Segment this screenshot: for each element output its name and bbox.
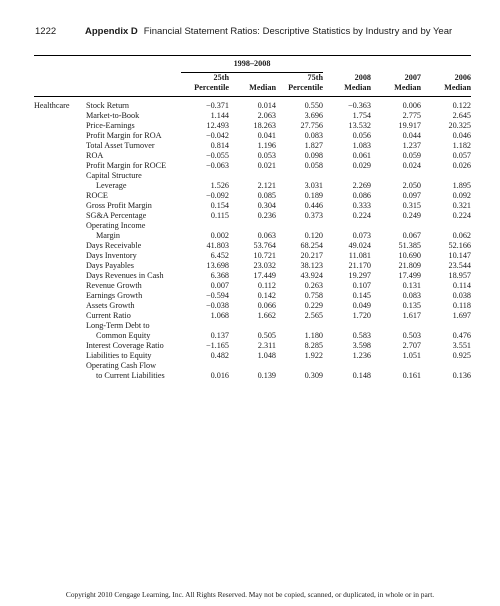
- value-cell: 43.924: [300, 271, 323, 280]
- value-cell: 2.565: [304, 311, 323, 320]
- value-cell: 0.476: [452, 331, 471, 340]
- value-cell: 0.062: [452, 231, 471, 240]
- table-row: [34, 211, 471, 221]
- value-cell: 0.057: [452, 151, 471, 160]
- value-cell: 0.038: [452, 291, 471, 300]
- value-cell: 1.083: [352, 141, 371, 150]
- industry-cell: [34, 181, 86, 191]
- value-cell: 0.137: [210, 331, 229, 340]
- industry-cell: [34, 301, 86, 311]
- value-cell: 0.229: [304, 301, 323, 310]
- value-cell: [181, 321, 229, 331]
- value-cell: 1.895: [452, 181, 471, 190]
- industry-label: Healthcare: [34, 101, 70, 110]
- industry-cell: [34, 241, 86, 251]
- value-cell: 0.115: [210, 211, 229, 220]
- industry-cell: [34, 141, 86, 151]
- value-cell: 0.085: [257, 191, 276, 200]
- value-cell: 0.309: [304, 371, 323, 380]
- value-cell: 2.707: [402, 341, 421, 350]
- value-cell: 0.049: [352, 301, 371, 310]
- value-cell: 0.139: [257, 371, 276, 380]
- value-cell: 0.142: [257, 291, 276, 300]
- value-cell: [229, 221, 276, 231]
- value-cell: 0.120: [304, 231, 323, 240]
- value-cell: 0.046: [452, 131, 471, 140]
- value-cell: 0.333: [352, 201, 371, 210]
- table-row: [34, 191, 471, 201]
- value-cell: 0.041: [257, 131, 276, 140]
- value-cell: 51.385: [398, 241, 421, 250]
- table-row: [34, 281, 471, 291]
- ratio-label: Profit Margin for ROA: [86, 131, 162, 140]
- period-header-row: [34, 56, 471, 73]
- ratio-label: Interest Coverage Ratio: [86, 341, 164, 350]
- ratio-label: Days Receivable: [86, 241, 142, 250]
- value-cell: 10.147: [448, 251, 471, 260]
- ratio-label: Operating Income: [86, 221, 146, 230]
- value-cell: 13.532: [348, 121, 371, 130]
- ratio-label: Total Asset Turnover: [86, 141, 155, 150]
- table-row: [34, 131, 471, 141]
- value-cell: 1.182: [452, 141, 471, 150]
- value-cell: 12.493: [206, 121, 229, 130]
- table-row: [34, 181, 471, 191]
- column-header: 25th Percentile: [194, 73, 229, 92]
- industry-cell: [34, 231, 86, 241]
- value-cell: 1.617: [402, 311, 421, 320]
- value-cell: 21.170: [348, 261, 371, 270]
- value-cell: 2.050: [402, 181, 421, 190]
- value-cell: [323, 221, 371, 231]
- value-cell: −0.063: [205, 161, 229, 170]
- value-cell: 0.083: [304, 131, 323, 140]
- value-cell: 1.051: [402, 351, 421, 360]
- ratio-label: Capital Structure: [86, 171, 142, 180]
- value-cell: 0.086: [352, 191, 371, 200]
- industry-cell: [34, 171, 86, 181]
- value-cell: 0.114: [452, 281, 471, 290]
- column-header: 2006 Median: [444, 73, 471, 92]
- value-cell: 2.063: [257, 111, 276, 120]
- ratio-label: Days Inventory: [86, 251, 137, 260]
- value-cell: 0.131: [402, 281, 421, 290]
- value-cell: 1.180: [304, 331, 323, 340]
- value-cell: 1.697: [452, 311, 471, 320]
- value-cell: [181, 361, 229, 371]
- industry-cell: [34, 131, 86, 141]
- value-cell: 0.066: [257, 301, 276, 310]
- value-cell: 0.002: [210, 231, 229, 240]
- table-row: [34, 241, 471, 251]
- table-row: [34, 171, 471, 181]
- value-cell: [421, 361, 471, 371]
- value-cell: 0.550: [304, 101, 323, 110]
- ratio-label: Long-Term Debt to: [86, 321, 150, 330]
- value-cell: 0.056: [352, 131, 371, 140]
- value-cell: [276, 221, 323, 231]
- industry-cell: [34, 271, 86, 281]
- value-cell: 38.123: [300, 261, 323, 270]
- value-cell: [181, 171, 229, 181]
- value-cell: [371, 171, 421, 181]
- value-cell: 0.058: [304, 161, 323, 170]
- value-cell: 1.237: [402, 141, 421, 150]
- value-cell: 2.269: [352, 181, 371, 190]
- value-cell: 0.482: [210, 351, 229, 360]
- value-cell: 18.263: [253, 121, 276, 130]
- table-row: [34, 271, 471, 281]
- value-cell: 0.112: [257, 281, 276, 290]
- value-cell: 68.254: [300, 241, 323, 250]
- value-cell: 6.368: [210, 271, 229, 280]
- appendix-label: Appendix D: [85, 26, 138, 37]
- ratio-label: ROCE: [86, 191, 108, 200]
- value-cell: 0.154: [210, 201, 229, 210]
- value-cell: 1.048: [257, 351, 276, 360]
- value-cell: 0.315: [402, 201, 421, 210]
- copyright-footer: Copyright 2010 Cengage Learning, Inc. All Rights Reserved. May not be copied, scanned, or duplicated, in whole or in part.: [65, 590, 435, 599]
- value-cell: 0.148: [352, 371, 371, 380]
- running-title: Financial Statement Ratios: Descriptive Statistics by Industry and by Year: [143, 26, 453, 37]
- ratio-label: Days Payables: [86, 261, 134, 270]
- value-cell: 0.446: [304, 201, 323, 210]
- table-row: [34, 371, 471, 381]
- value-cell: 0.016: [210, 371, 229, 380]
- value-cell: 0.304: [257, 201, 276, 210]
- industry-cell: [34, 331, 86, 341]
- value-cell: 17.499: [398, 271, 421, 280]
- value-cell: 1.827: [304, 141, 323, 150]
- value-cell: 0.236: [257, 211, 276, 220]
- industry-cell: [34, 261, 86, 271]
- industry-cell: [34, 361, 86, 371]
- value-cell: −0.038: [205, 301, 229, 310]
- value-cell: 3.696: [304, 111, 323, 120]
- table-row: [34, 341, 471, 351]
- table-row: [34, 141, 471, 151]
- ratio-label: Market-to-Book: [86, 111, 140, 120]
- value-cell: 0.061: [352, 151, 371, 160]
- industry-cell: [34, 341, 86, 351]
- ratio-label: Current Ratio: [86, 311, 131, 320]
- value-cell: −0.055: [205, 151, 229, 160]
- column-header: 2008 Median: [344, 73, 371, 92]
- value-cell: 2.645: [452, 111, 471, 120]
- ratio-label: Days Revenues in Cash: [86, 271, 164, 280]
- value-cell: 0.014: [257, 101, 276, 110]
- value-cell: 0.145: [352, 291, 371, 300]
- value-cell: 0.505: [257, 331, 276, 340]
- value-cell: 23.032: [253, 261, 276, 270]
- ratio-label: Operating Cash Flow: [86, 361, 157, 370]
- industry-cell: [34, 161, 86, 171]
- ratio-label: ROA: [86, 151, 104, 160]
- value-cell: 0.161: [402, 371, 421, 380]
- value-cell: [276, 361, 323, 371]
- table-row: [34, 351, 471, 361]
- value-cell: 0.136: [452, 371, 471, 380]
- ratio-label: Revenue Growth: [86, 281, 142, 290]
- value-cell: 8.285: [304, 341, 323, 350]
- value-cell: [421, 321, 471, 331]
- value-cell: 3.031: [304, 181, 323, 190]
- ratio-label: to Current Liabilities: [96, 371, 165, 380]
- value-cell: 1.068: [210, 311, 229, 320]
- value-cell: 19.297: [348, 271, 371, 280]
- value-cell: 0.006: [402, 101, 421, 110]
- column-header: Median: [249, 83, 276, 92]
- ratio-label: Earnings Growth: [86, 291, 143, 300]
- table-row: [34, 111, 471, 121]
- value-cell: [323, 171, 371, 181]
- value-cell: 6.452: [210, 251, 229, 260]
- value-cell: 0.122: [452, 101, 471, 110]
- ratio-table: [34, 55, 471, 381]
- industry-cell: [34, 111, 86, 121]
- industry-cell: [34, 251, 86, 261]
- value-cell: 0.067: [402, 231, 421, 240]
- value-cell: 2.311: [257, 341, 276, 350]
- value-cell: 0.249: [402, 211, 421, 220]
- value-cell: 0.024: [402, 161, 421, 170]
- value-cell: 0.583: [352, 331, 371, 340]
- value-cell: 1.526: [210, 181, 229, 190]
- industry-cell: [34, 221, 86, 231]
- value-cell: 0.044: [402, 131, 421, 140]
- table-row: [34, 361, 471, 371]
- value-cell: 3.598: [352, 341, 371, 350]
- page-number: 1222: [35, 26, 57, 37]
- value-cell: 0.373: [304, 211, 323, 220]
- value-cell: 0.007: [210, 281, 229, 290]
- value-cell: 0.059: [402, 151, 421, 160]
- table-row: [34, 231, 471, 241]
- table-row: [34, 221, 471, 231]
- industry-cell: [34, 211, 86, 221]
- ratio-label: Assets Growth: [86, 301, 135, 310]
- value-cell: −0.363: [347, 101, 371, 110]
- table-row: [34, 311, 471, 321]
- value-cell: [276, 321, 323, 331]
- value-cell: [371, 361, 421, 371]
- industry-cell: [34, 351, 86, 361]
- value-cell: [181, 221, 229, 231]
- table-row: [34, 301, 471, 311]
- value-cell: 11.081: [348, 251, 371, 260]
- value-cell: 0.925: [452, 351, 471, 360]
- value-cell: 1.236: [352, 351, 371, 360]
- industry-cell: [34, 151, 86, 161]
- value-cell: 0.263: [304, 281, 323, 290]
- industry-cell: [34, 321, 86, 331]
- value-cell: 1.922: [304, 351, 323, 360]
- value-cell: 3.551: [452, 341, 471, 350]
- table-row: [34, 261, 471, 271]
- value-cell: 0.135: [402, 301, 421, 310]
- value-cell: 0.053: [257, 151, 276, 160]
- value-cell: −0.594: [205, 291, 229, 300]
- value-cell: −0.092: [205, 191, 229, 200]
- running-header: [35, 26, 465, 37]
- value-cell: −0.042: [205, 131, 229, 140]
- value-cell: 49.024: [348, 241, 371, 250]
- ratio-label: Margin: [96, 231, 120, 240]
- value-cell: 10.721: [253, 251, 276, 260]
- value-cell: 52.166: [448, 241, 471, 250]
- period-label: 1998–2008: [181, 56, 323, 73]
- value-cell: 18.957: [448, 271, 471, 280]
- value-cell: 0.098: [304, 151, 323, 160]
- value-cell: [229, 321, 276, 331]
- industry-cell: [34, 371, 86, 381]
- value-cell: 0.758: [304, 291, 323, 300]
- value-cell: 0.097: [402, 191, 421, 200]
- value-cell: [229, 171, 276, 181]
- value-cell: 0.026: [452, 161, 471, 170]
- ratio-label: Gross Profit Margin: [86, 201, 152, 210]
- value-cell: 20.217: [300, 251, 323, 260]
- table-row: [34, 121, 471, 131]
- table-row: [34, 161, 471, 171]
- value-cell: 0.083: [402, 291, 421, 300]
- value-cell: 0.107: [352, 281, 371, 290]
- value-cell: 1.144: [210, 111, 229, 120]
- value-cell: [371, 321, 421, 331]
- industry-cell: [34, 281, 86, 291]
- value-cell: 10.690: [398, 251, 421, 260]
- value-cell: 2.121: [257, 181, 276, 190]
- value-cell: 0.029: [352, 161, 371, 170]
- value-cell: −0.371: [205, 101, 229, 110]
- value-cell: 0.092: [452, 191, 471, 200]
- ratio-label: Profit Margin for ROCE: [86, 161, 167, 170]
- value-cell: 17.449: [253, 271, 276, 280]
- ratio-label: Leverage: [96, 181, 127, 190]
- table-row: [34, 321, 471, 331]
- value-cell: 13.698: [206, 261, 229, 270]
- ratio-label: Stock Return: [86, 101, 129, 110]
- value-cell: 23.544: [448, 261, 471, 270]
- value-cell: 0.063: [257, 231, 276, 240]
- value-cell: 27.756: [300, 121, 323, 130]
- table-row: [34, 151, 471, 161]
- column-header-row: [34, 73, 471, 97]
- value-cell: [323, 361, 371, 371]
- value-cell: 1.720: [352, 311, 371, 320]
- value-cell: [229, 361, 276, 371]
- value-cell: [371, 221, 421, 231]
- value-cell: 0.503: [402, 331, 421, 340]
- value-cell: 1.754: [352, 111, 371, 120]
- ratio-label: Price-Earnings: [86, 121, 135, 130]
- value-cell: 2.775: [402, 111, 421, 120]
- value-cell: 0.021: [257, 161, 276, 170]
- value-cell: 0.189: [304, 191, 323, 200]
- value-cell: 41.803: [206, 241, 229, 250]
- value-cell: 0.321: [452, 201, 471, 210]
- table-row: [34, 201, 471, 211]
- industry-cell: [34, 121, 86, 131]
- value-cell: 0.224: [352, 211, 371, 220]
- value-cell: [276, 171, 323, 181]
- value-cell: 20.325: [448, 121, 471, 130]
- value-cell: [323, 321, 371, 331]
- table-body: [34, 97, 471, 382]
- industry-cell: [34, 191, 86, 201]
- ratio-label: Liabilities to Equity: [86, 351, 152, 360]
- table-row: [34, 251, 471, 261]
- value-cell: 0.224: [452, 211, 471, 220]
- value-cell: [421, 171, 471, 181]
- value-cell: [421, 221, 471, 231]
- value-cell: 0.814: [210, 141, 229, 150]
- industry-cell: [34, 311, 86, 321]
- ratio-label: SG&A Percentage: [86, 211, 147, 220]
- value-cell: 0.073: [352, 231, 371, 240]
- value-cell: 53.764: [253, 241, 276, 250]
- value-cell: −1.165: [205, 341, 229, 350]
- industry-cell: [34, 291, 86, 301]
- value-cell: 0.118: [452, 301, 471, 310]
- industry-cell: [34, 201, 86, 211]
- value-cell: 19.917: [398, 121, 421, 130]
- ratio-label: Common Equity: [96, 331, 151, 340]
- table-row: [34, 97, 471, 112]
- value-cell: 1.662: [257, 311, 276, 320]
- value-cell: 1.196: [257, 141, 276, 150]
- table-row: [34, 291, 471, 301]
- column-header: 2007 Median: [394, 73, 421, 92]
- column-header: 75th Percentile: [288, 73, 323, 92]
- table-row: [34, 331, 471, 341]
- value-cell: 21.809: [398, 261, 421, 270]
